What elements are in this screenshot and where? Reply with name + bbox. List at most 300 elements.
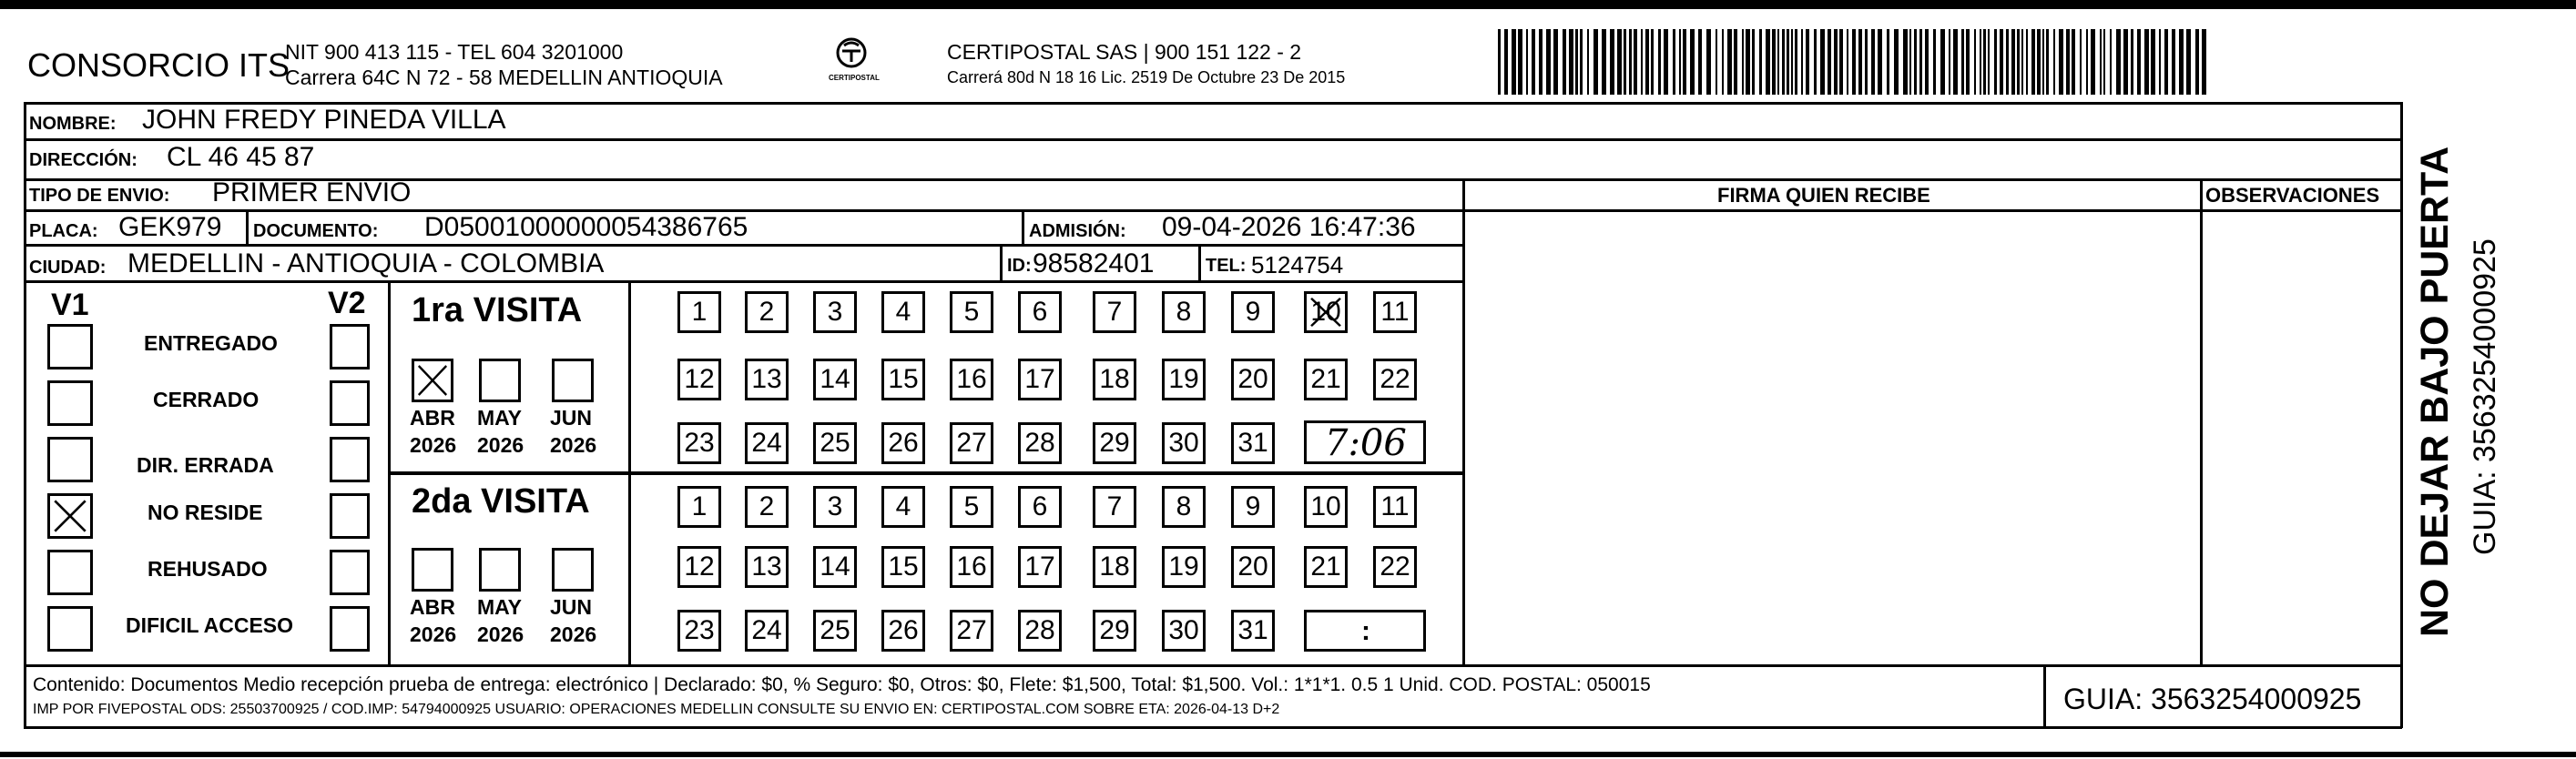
day-box[interactable] xyxy=(1018,422,1062,464)
barcode-bar xyxy=(2202,29,2206,95)
day-box[interactable] xyxy=(881,546,925,588)
day-box[interactable] xyxy=(1018,359,1062,400)
barcode-bar xyxy=(1852,29,1856,95)
side-warning: NO DEJAR BAJO PUERTA xyxy=(2413,146,2457,637)
barcode-bar xyxy=(1903,29,1908,95)
day-box[interactable] xyxy=(1162,291,1206,333)
day-box[interactable] xyxy=(813,291,857,333)
barcode-bar xyxy=(1759,29,1762,95)
barcode-bar xyxy=(1766,29,1770,95)
month-label: JUN xyxy=(550,595,593,619)
day-number: 26 xyxy=(888,428,919,458)
month-checkbox[interactable] xyxy=(552,359,594,402)
day-box[interactable] xyxy=(1162,422,1206,464)
day-number: 26 xyxy=(888,615,919,645)
nombre-value: JOHN FREDY PINEDA VILLA xyxy=(142,105,506,135)
day-number: 1 xyxy=(691,491,708,521)
v1-checkbox-cerrado[interactable] xyxy=(47,380,93,426)
day-number: 1 xyxy=(691,297,708,327)
day-number: 10 xyxy=(1310,491,1341,521)
barcode-bar xyxy=(2059,29,2063,95)
barcode-bar xyxy=(1641,29,1643,95)
barcode-bar xyxy=(1512,29,1516,95)
day-number: 14 xyxy=(820,364,850,394)
day-box[interactable] xyxy=(1231,422,1275,464)
day-box[interactable] xyxy=(950,546,993,588)
barcode-bar xyxy=(1795,29,1797,95)
barcode-bar xyxy=(1801,29,1803,95)
barcode-bar xyxy=(2053,29,2055,95)
barcode-bar xyxy=(2103,29,2105,95)
barcode-bar xyxy=(1828,29,1831,95)
admision-value: 09-04-2026 16:47:36 xyxy=(1162,212,1416,242)
day-box[interactable] xyxy=(1018,486,1062,528)
footer-line-1: Contenido: Documentos Medio recepción prueba de entrega: electrónico | Declarado: $0, % Seguro: $0, Otros: $0, Flete: $1,500, Total: $1,500. Vol.: 1*1*1. 0.5 1 Unid. COD. POSTAL: 050015 xyxy=(33,674,1651,695)
day-number: 4 xyxy=(895,491,911,521)
day-box[interactable] xyxy=(1373,291,1417,333)
day-number: 9 xyxy=(1245,491,1261,521)
month-label: MAY xyxy=(477,406,522,430)
certipostal-logo-text: CERTIPOSTAL xyxy=(829,74,880,82)
day-box[interactable] xyxy=(813,486,857,528)
barcode-bar xyxy=(1974,29,1976,95)
status-label: ENTREGADO xyxy=(144,331,278,355)
day-number: 19 xyxy=(1168,364,1199,394)
second-visit-title: 2da VISITA xyxy=(412,482,590,521)
status-label: DIFICIL ACCESO xyxy=(126,613,294,637)
barcode-bar xyxy=(1580,29,1583,95)
barcode-bar xyxy=(1988,29,1990,95)
barcode-bar xyxy=(1716,29,1717,95)
day-box[interactable] xyxy=(881,610,925,652)
day-number: 8 xyxy=(1176,491,1192,521)
day-number: 22 xyxy=(1380,552,1410,582)
company-name: CONSORCIO ITS xyxy=(27,46,290,84)
barcode-bar xyxy=(2144,29,2149,95)
barcode-bar xyxy=(1645,29,1649,95)
day-box[interactable] xyxy=(745,359,789,400)
day-box[interactable] xyxy=(1304,291,1348,333)
footer-left xyxy=(24,664,26,728)
barcode-bar xyxy=(2046,29,2049,95)
barcode xyxy=(1498,29,2226,95)
month-checkbox[interactable] xyxy=(412,548,453,592)
barcode-bar xyxy=(1772,29,1776,95)
barcode-bar xyxy=(1553,29,1558,95)
day-box[interactable] xyxy=(950,291,993,333)
placa-value: GEK979 xyxy=(118,212,222,242)
bottom-rule xyxy=(0,752,2576,757)
day-number: 20 xyxy=(1237,364,1268,394)
v1-checkbox-no-reside[interactable] xyxy=(47,493,93,539)
barcode-bar xyxy=(1727,29,1732,95)
barcode-bar xyxy=(1546,29,1551,95)
barcode-bar xyxy=(2131,29,2133,95)
day-box[interactable] xyxy=(950,486,993,528)
admision-label: ADMISIÓN: xyxy=(1029,221,1126,241)
barcode-bar xyxy=(1887,29,1889,95)
barcode-bar xyxy=(1498,29,1501,95)
row-line-4 xyxy=(24,244,1464,247)
month-label: MAY xyxy=(477,595,522,619)
day-number: 6 xyxy=(1032,491,1048,521)
day-box[interactable] xyxy=(813,546,857,588)
barcode-bar xyxy=(2091,29,2095,95)
day-box[interactable] xyxy=(745,291,789,333)
day-number: 7 xyxy=(1106,491,1123,521)
day-number: 16 xyxy=(956,364,987,394)
day-box[interactable] xyxy=(677,291,721,333)
barcode-bar xyxy=(1782,29,1785,95)
barcode-bar xyxy=(1919,29,1922,95)
day-number: 29 xyxy=(1099,615,1130,645)
barcode-bar xyxy=(1909,29,1911,95)
barcode-bar xyxy=(1610,29,1614,95)
barcode-bar xyxy=(2116,29,2121,95)
day-number: 24 xyxy=(751,615,782,645)
day-box[interactable] xyxy=(1093,291,1136,333)
barcode-bar xyxy=(2159,29,2161,95)
day-box[interactable] xyxy=(950,422,993,464)
barcode-bar xyxy=(1532,29,1535,95)
barcode-bar xyxy=(2086,29,2088,95)
month-label: JUN xyxy=(550,406,593,430)
barcode-bar xyxy=(2080,29,2082,95)
direccion-label: DIRECCIÓN: xyxy=(29,150,137,170)
day-box[interactable] xyxy=(1018,546,1062,588)
barcode-bar xyxy=(2137,29,2141,95)
barcode-bar xyxy=(1980,29,1981,95)
day-box[interactable] xyxy=(1304,359,1348,400)
day-number: 17 xyxy=(1024,552,1055,582)
barcode-bar xyxy=(2017,29,2020,95)
status-label: REHUSADO xyxy=(148,557,268,581)
v2-checkbox[interactable] xyxy=(330,493,370,539)
v1-checkbox-dir-errada[interactable] xyxy=(47,437,93,482)
barcode-bar xyxy=(2110,29,2112,95)
day-number: 16 xyxy=(956,552,987,582)
day-box[interactable] xyxy=(813,422,857,464)
day-box[interactable] xyxy=(1373,359,1417,400)
day-number: 29 xyxy=(1099,428,1130,458)
barcode-bar xyxy=(1673,29,1675,95)
barcode-bar xyxy=(1966,29,1970,95)
day-number: 20 xyxy=(1237,552,1268,582)
day-box[interactable] xyxy=(1231,291,1275,333)
barcode-bar xyxy=(1539,29,1543,95)
day-number: 11 xyxy=(1380,491,1410,521)
v2-header: V2 xyxy=(328,286,366,320)
month-checkbox[interactable] xyxy=(479,548,521,592)
status-label: NO RESIDE xyxy=(148,501,263,524)
barcode-bar xyxy=(1518,29,1522,95)
day-number: 5 xyxy=(963,297,980,327)
footer-guia: GUIA: 3563254000925 xyxy=(2063,683,2362,715)
day-box[interactable] xyxy=(1018,610,1062,652)
barcode-bar xyxy=(1994,29,1997,95)
top-rule xyxy=(0,0,2576,9)
day-number: 28 xyxy=(1024,615,1055,645)
first-visit-title: 1ra VISITA xyxy=(412,291,583,329)
day-box[interactable] xyxy=(1018,291,1062,333)
day-number: 19 xyxy=(1168,552,1199,582)
barcode-bar xyxy=(1814,29,1817,95)
year-label: 2026 xyxy=(477,622,524,646)
v1-checkbox-rehusado[interactable] xyxy=(47,550,93,595)
status-label: CERRADO xyxy=(153,388,260,411)
day-box[interactable] xyxy=(813,359,857,400)
day-box[interactable] xyxy=(1231,546,1275,588)
firma-col-left xyxy=(1462,178,1465,666)
barcode-bar xyxy=(1839,29,1843,95)
second-visit-time: : xyxy=(1361,616,1370,646)
day-number: 17 xyxy=(1024,364,1055,394)
barcode-bar xyxy=(2042,29,2044,95)
day-box[interactable] xyxy=(1231,610,1275,652)
day-number: 13 xyxy=(751,552,782,582)
x-mark-icon xyxy=(1307,294,1345,330)
day-box[interactable] xyxy=(1373,486,1417,528)
day-number: 12 xyxy=(684,364,715,394)
side-guia: GUIA: 3563254000925 xyxy=(2468,238,2502,555)
direccion-value: CL 46 45 87 xyxy=(167,142,315,172)
barcode-bar xyxy=(1629,29,1632,95)
day-number: 3 xyxy=(827,491,843,521)
barcode-bar xyxy=(1847,29,1848,95)
day-box[interactable] xyxy=(677,422,721,464)
barcode-bar xyxy=(1894,29,1899,95)
barcode-bar xyxy=(1504,29,1508,95)
year-label: 2026 xyxy=(550,622,597,646)
day-box[interactable] xyxy=(1162,486,1206,528)
tel-sep xyxy=(1198,244,1201,282)
day-box[interactable] xyxy=(1231,486,1275,528)
month-col-right xyxy=(628,280,631,666)
obs-col-left xyxy=(2200,178,2203,666)
barcode-bar xyxy=(1806,29,1809,95)
status-label: DIR. ERRADA xyxy=(137,453,274,477)
day-number: 30 xyxy=(1168,428,1199,458)
v2-checkbox[interactable] xyxy=(330,606,370,652)
month-checkbox[interactable] xyxy=(552,548,594,592)
first-visit-time: 7:06 xyxy=(1325,422,1407,464)
barcode-bar xyxy=(1658,29,1661,95)
day-box[interactable] xyxy=(745,546,789,588)
day-box[interactable] xyxy=(677,359,721,400)
day-box[interactable] xyxy=(1162,546,1206,588)
year-label: 2026 xyxy=(550,433,597,457)
day-number: 30 xyxy=(1168,615,1199,645)
barcode-bar xyxy=(1940,29,1945,95)
day-box[interactable] xyxy=(1093,422,1136,464)
day-number: 31 xyxy=(1237,428,1268,458)
day-box[interactable] xyxy=(745,422,789,464)
day-number: 23 xyxy=(684,615,715,645)
barcode-bar xyxy=(1787,29,1789,95)
barcode-bar xyxy=(2172,29,2175,95)
first-visit-time-box[interactable] xyxy=(1304,420,1426,464)
day-number: 2 xyxy=(759,297,775,327)
barcode-bar xyxy=(1734,29,1737,95)
day-box[interactable] xyxy=(950,359,993,400)
day-box[interactable] xyxy=(1093,359,1136,400)
barcode-bar xyxy=(1526,29,1528,95)
barcode-bar xyxy=(2066,29,2070,95)
v2-checkbox[interactable] xyxy=(330,550,370,595)
day-number: 10 xyxy=(1310,297,1341,327)
day-number: 21 xyxy=(1310,552,1341,582)
barcode-bar xyxy=(1706,29,1711,95)
day-box[interactable] xyxy=(1093,610,1136,652)
barcode-bar xyxy=(2072,29,2075,95)
tipo-envio-label: TIPO DE ENVIO: xyxy=(29,186,170,206)
day-box[interactable] xyxy=(881,486,925,528)
day-box[interactable] xyxy=(881,291,925,333)
month-checkbox[interactable] xyxy=(412,359,453,402)
carrier-name: CERTIPOSTAL SAS | 900 151 122 - 2 xyxy=(947,40,1302,64)
barcode-bar xyxy=(2123,29,2128,95)
day-number: 12 xyxy=(684,552,715,582)
barcode-bar xyxy=(1624,29,1626,95)
barcode-bar xyxy=(1820,29,1825,95)
day-number: 3 xyxy=(827,297,843,327)
day-number: 18 xyxy=(1099,552,1130,582)
day-number: 18 xyxy=(1099,364,1130,394)
v1-header: V1 xyxy=(51,288,89,322)
second-visit-time-box[interactable] xyxy=(1304,610,1426,652)
day-box[interactable] xyxy=(881,422,925,464)
barcode-bar xyxy=(1791,29,1793,95)
barcode-bar xyxy=(1933,29,1936,95)
day-box[interactable] xyxy=(677,546,721,588)
admision-sep xyxy=(1022,209,1024,246)
barcode-bar xyxy=(2164,29,2168,95)
v1-checkbox-dificil-acceso[interactable] xyxy=(47,606,93,652)
day-box[interactable] xyxy=(1231,359,1275,400)
row-line-1 xyxy=(24,138,2402,141)
barcode-bar xyxy=(2186,29,2191,95)
barcode-bar xyxy=(2000,29,2003,95)
day-number: 23 xyxy=(684,428,715,458)
barcode-bar xyxy=(1664,29,1668,95)
barcode-bar xyxy=(1777,29,1779,95)
v2-checkbox[interactable] xyxy=(330,380,370,426)
day-box[interactable] xyxy=(1373,546,1417,588)
footer-line-2: IMP POR FIVEPOSTAL ODS: 25503700925 / COD.IMP: 54794000925 USUARIO: OPERACIONES MEDELLIN CONSULTE SU ENVIO EN: CERTIPOSTAL.COM SOBRE ETA: 2026-04-13 D+2 xyxy=(33,702,1280,717)
day-box[interactable] xyxy=(1162,359,1206,400)
day-box[interactable] xyxy=(1093,486,1136,528)
id-value: 98582401 xyxy=(1033,248,1155,278)
day-box[interactable] xyxy=(677,610,721,652)
day-box[interactable] xyxy=(950,610,993,652)
tel-label: TEL: xyxy=(1206,256,1247,276)
ciudad-label: CIUDAD: xyxy=(29,258,107,278)
day-box[interactable] xyxy=(1093,546,1136,588)
v2-checkbox[interactable] xyxy=(330,324,370,369)
day-box[interactable] xyxy=(1304,546,1348,588)
year-label: 2026 xyxy=(410,433,457,457)
certipostal-logo xyxy=(824,36,879,95)
tel-value: 5124754 xyxy=(1251,251,1344,278)
documento-label: DOCUMENTO: xyxy=(253,221,379,241)
barcode-bar xyxy=(2195,29,2199,95)
barcode-bar xyxy=(1722,29,1724,95)
day-number: 27 xyxy=(956,615,987,645)
day-box[interactable] xyxy=(813,610,857,652)
barcode-bar xyxy=(1742,29,1744,95)
v1-checkbox-entregado[interactable] xyxy=(47,324,93,369)
barcode-bar xyxy=(1746,29,1750,95)
day-number: 25 xyxy=(820,428,850,458)
barcode-bar xyxy=(1961,29,1964,95)
barcode-bar xyxy=(1865,29,1868,95)
day-box[interactable] xyxy=(745,610,789,652)
barcode-bar xyxy=(2031,29,2035,95)
day-number: 2 xyxy=(759,491,775,521)
day-box[interactable] xyxy=(1162,610,1206,652)
barcode-bar xyxy=(2006,29,2009,95)
day-number: 9 xyxy=(1245,297,1261,327)
day-number: 22 xyxy=(1380,364,1410,394)
barcode-bar xyxy=(1634,29,1637,95)
day-number: 15 xyxy=(888,552,919,582)
month-checkbox[interactable] xyxy=(479,359,521,402)
barcode-bar xyxy=(2011,29,2015,95)
barcode-bar xyxy=(1871,29,1875,95)
year-label: 2026 xyxy=(477,433,524,457)
day-box[interactable] xyxy=(745,486,789,528)
day-number: 14 xyxy=(820,552,850,582)
day-number: 28 xyxy=(1024,428,1055,458)
tipo-envio-value: PRIMER ENVIO xyxy=(212,177,412,207)
day-number: 6 xyxy=(1032,297,1048,327)
day-number: 25 xyxy=(820,615,850,645)
day-number: 8 xyxy=(1176,297,1192,327)
barcode-bar xyxy=(2179,29,2184,95)
barcode-bar xyxy=(2037,29,2041,95)
barcode-bar xyxy=(1593,29,1598,95)
barcode-bar xyxy=(1925,29,1929,95)
barcode-bar xyxy=(1983,29,1986,95)
barcode-bar xyxy=(2026,29,2028,95)
footer-guia-sep xyxy=(2043,664,2046,728)
v2-checkbox[interactable] xyxy=(330,437,370,482)
day-box[interactable] xyxy=(677,486,721,528)
day-number: 5 xyxy=(963,491,980,521)
barcode-bar xyxy=(1617,29,1622,95)
day-number: 13 xyxy=(751,364,782,394)
barcode-bar xyxy=(1569,29,1573,95)
day-box[interactable] xyxy=(881,359,925,400)
barcode-bar xyxy=(1563,29,1566,95)
day-number: 31 xyxy=(1237,615,1268,645)
day-box[interactable] xyxy=(1304,486,1348,528)
month-label: ABR xyxy=(410,406,455,430)
year-label: 2026 xyxy=(410,622,457,646)
barcode-bar xyxy=(1698,29,1702,95)
barcode-bar xyxy=(1834,29,1838,95)
firma-header: FIRMA QUIEN RECIBE xyxy=(1717,184,1930,207)
placa-label: PLACA: xyxy=(29,221,98,241)
barcode-bar xyxy=(1752,29,1755,95)
barcode-bar xyxy=(1651,29,1654,95)
day-number: 21 xyxy=(1310,364,1341,394)
barcode-bar xyxy=(2100,29,2102,95)
ciudad-value: MEDELLIN - ANTIOQUIA - COLOMBIA xyxy=(127,248,605,278)
observaciones-header: OBSERVACIONES xyxy=(2205,184,2380,207)
barcode-bar xyxy=(1858,29,1862,95)
month-label: ABR xyxy=(410,595,455,619)
